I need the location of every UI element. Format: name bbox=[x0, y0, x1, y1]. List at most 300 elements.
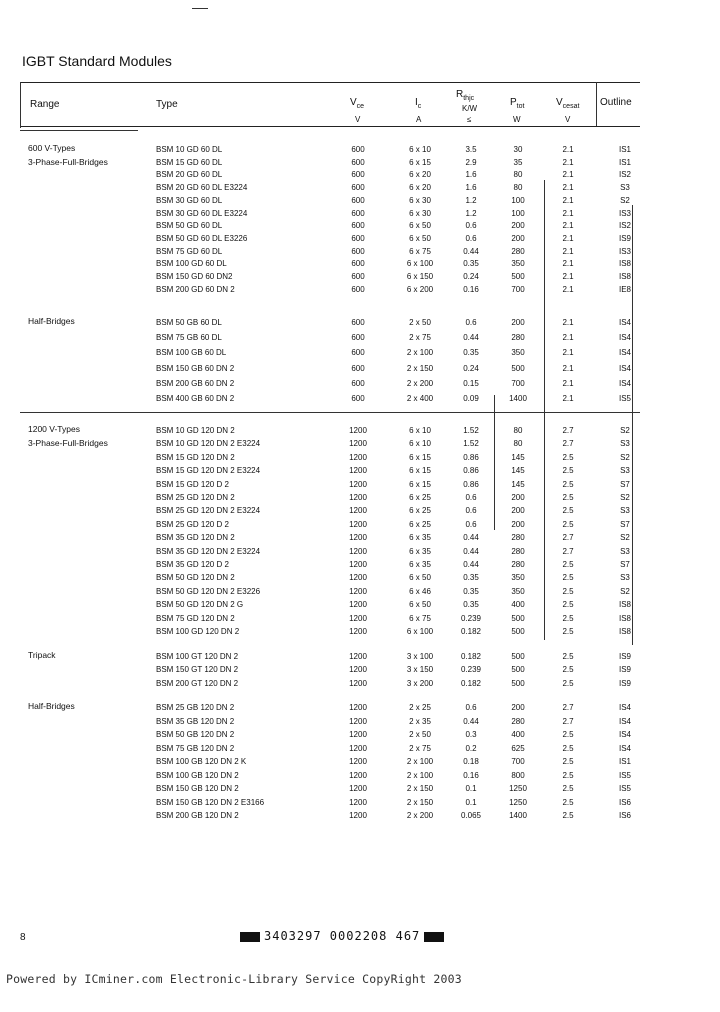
cell-ptot: 280 bbox=[511, 716, 525, 726]
cell-vcesat: 2.5 bbox=[562, 613, 574, 623]
cell-rth: 0.182 bbox=[460, 627, 482, 636]
header-ptot: $P_{tot}$ bbox=[510, 97, 525, 110]
cell-vcesat: 2.5 bbox=[562, 743, 574, 753]
table-top-rule bbox=[20, 82, 640, 83]
cell-ptot: 145 bbox=[511, 466, 525, 476]
cell-ptot: 400 bbox=[511, 730, 525, 740]
cell-rth: 1.52 bbox=[463, 439, 479, 449]
cell-type: BSM 150 GT 120 DN 2 bbox=[156, 665, 239, 675]
cell-vce: 1200 bbox=[349, 770, 367, 780]
cell-vcesat: 2.5 bbox=[562, 784, 574, 794]
cell-ic: 6 x 35 bbox=[409, 533, 431, 543]
cell-ptot: 200 bbox=[511, 703, 525, 712]
cell-outline: IS6 bbox=[618, 797, 631, 807]
cell-vcesat: 2.1 bbox=[562, 208, 574, 218]
cell-outline: IS4 bbox=[618, 378, 631, 388]
cell-outline: IS4 bbox=[618, 333, 631, 343]
cell-ic: 6 x 50 bbox=[409, 573, 431, 583]
cell-ic: 3 x 100 bbox=[406, 652, 434, 661]
cell-vce: 1200 bbox=[349, 678, 367, 688]
cell-rth: 0.1 bbox=[465, 784, 477, 794]
cell-vce: 1200 bbox=[349, 560, 367, 569]
section-rule bbox=[20, 412, 138, 413]
cell-vcesat: 2.1 bbox=[562, 145, 574, 154]
cell-vce: 1200 bbox=[349, 784, 367, 794]
cell-type: BSM 200 GT 120 DN 2 bbox=[156, 678, 239, 688]
cell-vce: 600 bbox=[351, 246, 365, 256]
cell-vce: 1200 bbox=[349, 506, 367, 516]
cell-rth: 0.35 bbox=[463, 259, 479, 269]
cell-outline: IS2 bbox=[618, 170, 631, 180]
cell-type: BSM 100 GB 60 DL bbox=[156, 348, 227, 358]
cell-ptot: 145 bbox=[511, 479, 525, 489]
cell-vcesat: 2.7 bbox=[562, 716, 574, 726]
cell-outline: IS9 bbox=[618, 652, 631, 661]
cell-type: BSM 100 GD 60 DL bbox=[156, 259, 227, 269]
cell-ptot: 145 bbox=[511, 452, 525, 462]
cell-vcesat: 2.1 bbox=[562, 246, 574, 256]
section-rule bbox=[137, 412, 640, 413]
cell-outline: IS4 bbox=[618, 716, 631, 726]
cell-ptot: 500 bbox=[511, 665, 525, 675]
cell-ptot: 80 bbox=[513, 183, 523, 193]
cell-ptot: 280 bbox=[511, 533, 525, 543]
cell-rth: 0.44 bbox=[463, 533, 479, 543]
cell-ic: 6 x 10 bbox=[409, 426, 431, 435]
cell-vcesat: 2.5 bbox=[562, 506, 574, 516]
cell-ic: 2 x 50 bbox=[409, 318, 431, 327]
cell-ptot: 700 bbox=[511, 378, 525, 388]
cell-vce: 600 bbox=[351, 157, 365, 167]
cell-ic: 6 x 15 bbox=[409, 479, 431, 489]
header-ic: $I_c$ bbox=[415, 97, 422, 110]
cell-type: BSM 200 GB 120 DN 2 bbox=[156, 811, 239, 821]
range-label: 600 V-Types bbox=[28, 143, 76, 153]
cell-vce: 1200 bbox=[349, 479, 367, 489]
cell-type: BSM 35 GD 120 D 2 bbox=[156, 560, 229, 569]
cell-vce: 600 bbox=[351, 195, 365, 205]
cell-vce: 1200 bbox=[349, 797, 367, 807]
header-rth: $R_{thjc}$ bbox=[456, 89, 475, 102]
cell-vce: 600 bbox=[351, 208, 365, 218]
cell-type: BSM 30 GD 60 DL E3224 bbox=[156, 208, 248, 218]
header-vcesat-unit: V bbox=[565, 115, 571, 124]
cell-vcesat: 2.5 bbox=[562, 757, 574, 767]
cell-outline: IS4 bbox=[618, 703, 631, 712]
cell-vcesat: 2.1 bbox=[562, 259, 574, 269]
cell-outline: S7 bbox=[620, 479, 630, 489]
cell-outline: S7 bbox=[620, 519, 630, 529]
cell-rth: 0.09 bbox=[463, 394, 479, 403]
cell-ic: 6 x 15 bbox=[409, 452, 431, 462]
cell-outline: IS8 bbox=[618, 259, 631, 269]
cell-vcesat: 2.5 bbox=[562, 519, 574, 529]
cell-vce: 600 bbox=[351, 363, 365, 373]
cell-rth: 0.44 bbox=[463, 716, 479, 726]
cell-vce: 600 bbox=[351, 272, 365, 281]
cell-type: BSM 30 GD 60 DL bbox=[156, 195, 223, 205]
cell-ptot: 80 bbox=[513, 170, 523, 180]
cell-rth: 3.5 bbox=[465, 145, 477, 154]
cell-rth: 0.86 bbox=[463, 466, 479, 476]
cell-type: BSM 10 GD 60 DL bbox=[156, 145, 223, 154]
cell-ptot: 280 bbox=[511, 560, 525, 569]
cell-ptot: 200 bbox=[511, 493, 525, 502]
range-label: Tripack bbox=[28, 650, 56, 660]
cell-ptot: 350 bbox=[511, 259, 525, 269]
cell-ptot: 500 bbox=[511, 627, 525, 636]
cell-ptot: 1400 bbox=[509, 394, 527, 403]
cell-ptot: 35 bbox=[513, 157, 523, 167]
cell-vce: 1200 bbox=[349, 665, 367, 675]
cell-ic: 6 x 75 bbox=[409, 613, 431, 623]
cell-vce: 600 bbox=[351, 233, 365, 243]
cell-ic: 6 x 30 bbox=[409, 195, 431, 205]
cell-rth: 1.6 bbox=[465, 183, 477, 193]
cell-ic: 2 x 100 bbox=[406, 757, 434, 767]
cell-ic: 6 x 10 bbox=[409, 145, 431, 154]
column-divider bbox=[494, 395, 495, 530]
cell-rth: 0.065 bbox=[460, 811, 482, 821]
cell-ptot: 80 bbox=[513, 426, 523, 435]
cell-vcesat: 2.5 bbox=[562, 452, 574, 462]
cell-ic: 6 x 150 bbox=[406, 272, 434, 281]
cell-rth: 0.15 bbox=[463, 378, 479, 388]
cell-outline: IE8 bbox=[618, 284, 631, 294]
cell-ic: 2 x 200 bbox=[406, 378, 434, 388]
cell-type: BSM 75 GB 60 DL bbox=[156, 333, 222, 343]
range-label: 1200 V-Types bbox=[28, 424, 80, 434]
cell-type: BSM 100 GB 120 DN 2 K bbox=[156, 757, 247, 767]
cell-ptot: 500 bbox=[511, 272, 525, 281]
cell-ptot: 100 bbox=[511, 195, 525, 205]
cell-type: BSM 25 GD 120 DN 2 E3224 bbox=[156, 506, 261, 516]
header-vcesat: $V_{cesat}$ bbox=[556, 97, 580, 110]
cell-outline: S2 bbox=[620, 493, 630, 502]
cell-vcesat: 2.7 bbox=[562, 439, 574, 449]
cell-ic: 3 x 200 bbox=[406, 678, 434, 688]
cell-type: BSM 15 GD 120 DN 2 bbox=[156, 452, 235, 462]
cell-vcesat: 2.5 bbox=[562, 479, 574, 489]
cell-vce: 600 bbox=[351, 378, 365, 388]
cell-outline: IS1 bbox=[618, 157, 631, 167]
cell-ptot: 500 bbox=[511, 363, 525, 373]
cell-ptot: 280 bbox=[511, 246, 525, 256]
cell-type: BSM 75 GD 120 DN 2 bbox=[156, 613, 235, 623]
cell-vce: 600 bbox=[351, 333, 365, 343]
cell-rth: 1.52 bbox=[463, 426, 479, 435]
cell-ic: 6 x 15 bbox=[409, 157, 431, 167]
cell-type: BSM 150 GB 60 DN 2 bbox=[156, 363, 235, 373]
cell-ic: 6 x 15 bbox=[409, 466, 431, 476]
cell-type: BSM 400 GB 60 DN 2 bbox=[156, 394, 235, 403]
cell-ic: 2 x 150 bbox=[406, 363, 434, 373]
cell-outline: IS3 bbox=[618, 246, 631, 256]
cell-type: BSM 15 GD 120 DN 2 E3224 bbox=[156, 466, 261, 476]
cell-rth: 2.9 bbox=[465, 157, 477, 167]
cell-type: BSM 10 GD 120 DN 2 bbox=[156, 426, 235, 435]
header-vce-unit: V bbox=[355, 115, 361, 124]
cell-type: BSM 50 GD 120 DN 2 G bbox=[156, 600, 244, 610]
footer-copyright: Powered by ICminer.com Electronic-Library Service CopyRight 2003 bbox=[6, 972, 462, 986]
cell-vce: 1200 bbox=[349, 703, 367, 712]
cell-type: BSM 100 GD 120 DN 2 bbox=[156, 627, 240, 636]
cell-type: BSM 75 GB 120 DN 2 bbox=[156, 743, 235, 753]
header-vce: $V_{ce}$ bbox=[350, 97, 365, 110]
cell-vce: 1200 bbox=[349, 811, 367, 821]
cell-outline: S3 bbox=[620, 439, 630, 449]
cell-vcesat: 2.5 bbox=[562, 560, 574, 569]
cell-vcesat: 2.7 bbox=[562, 703, 574, 712]
cell-ic: 6 x 200 bbox=[406, 284, 434, 294]
cell-ic: 2 x 400 bbox=[406, 394, 434, 403]
cell-vce: 1200 bbox=[349, 743, 367, 753]
cell-vce: 1200 bbox=[349, 730, 367, 740]
cell-rth: 0.6 bbox=[465, 506, 477, 516]
cell-rth: 0.6 bbox=[465, 493, 477, 502]
cell-ic: 6 x 25 bbox=[409, 506, 431, 516]
cell-type: BSM 50 GD 60 DL bbox=[156, 221, 223, 231]
cell-vcesat: 2.1 bbox=[562, 348, 574, 358]
cell-type: BSM 15 GD 60 DL bbox=[156, 157, 223, 167]
cell-ic: 6 x 100 bbox=[406, 259, 434, 269]
cell-rth: 0.35 bbox=[463, 586, 479, 596]
cell-type: BSM 20 GD 60 DL bbox=[156, 170, 223, 180]
cell-ic: 6 x 50 bbox=[409, 233, 431, 243]
cell-ptot: 200 bbox=[511, 506, 525, 516]
cell-vcesat: 2.5 bbox=[562, 665, 574, 675]
cell-rth: 0.16 bbox=[463, 284, 479, 294]
cell-ic: 6 x 25 bbox=[409, 493, 431, 502]
cell-rth: 0.24 bbox=[463, 272, 479, 281]
cell-ptot: 1250 bbox=[509, 784, 527, 794]
cell-rth: 0.2 bbox=[465, 743, 477, 753]
cell-rth: 0.182 bbox=[460, 678, 482, 688]
barcode: 3403297 0002208 467 bbox=[236, 929, 448, 943]
cell-vcesat: 2.5 bbox=[562, 678, 574, 688]
cell-type: BSM 150 GD 60 DN2 bbox=[156, 272, 233, 281]
cell-vcesat: 2.1 bbox=[562, 318, 574, 327]
cell-ptot: 350 bbox=[511, 348, 525, 358]
cell-vce: 1200 bbox=[349, 652, 367, 661]
cell-outline: IS1 bbox=[618, 757, 631, 767]
scan-mark bbox=[192, 8, 208, 9]
cell-ptot: 100 bbox=[511, 208, 525, 218]
cell-rth: 1.6 bbox=[465, 170, 477, 180]
cell-outline: IS4 bbox=[618, 348, 631, 358]
cell-outline: IS4 bbox=[618, 743, 631, 753]
cell-ptot: 200 bbox=[511, 233, 525, 243]
cell-outline: S2 bbox=[620, 452, 630, 462]
cell-rth: 0.44 bbox=[463, 546, 479, 556]
cell-rth: 0.1 bbox=[465, 797, 477, 807]
cell-rth: 0.35 bbox=[463, 348, 479, 358]
cell-type: BSM 25 GD 120 DN 2 bbox=[156, 493, 235, 502]
cell-rth: 0.6 bbox=[465, 519, 477, 529]
cell-ic: 2 x 75 bbox=[409, 333, 431, 343]
range-label: Half-Bridges bbox=[28, 316, 75, 326]
cell-outline: S3 bbox=[620, 573, 630, 583]
header-ic-unit: A bbox=[416, 115, 422, 124]
cell-ic: 6 x 75 bbox=[409, 246, 431, 256]
cell-vce: 1200 bbox=[349, 466, 367, 476]
cell-type: BSM 50 GD 120 DN 2 E3226 bbox=[156, 586, 261, 596]
table-left-edge bbox=[20, 82, 21, 128]
cell-outline: S2 bbox=[620, 195, 630, 205]
cell-vce: 1200 bbox=[349, 627, 367, 636]
cell-ptot: 1400 bbox=[509, 811, 527, 821]
outline-col-divider bbox=[596, 82, 597, 126]
header-outline: Outline bbox=[600, 97, 632, 108]
cell-ic: 6 x 10 bbox=[409, 439, 431, 449]
cell-vce: 600 bbox=[351, 318, 365, 327]
cell-ic: 2 x 50 bbox=[409, 730, 431, 740]
cell-vcesat: 2.5 bbox=[562, 811, 574, 821]
cell-vce: 600 bbox=[351, 183, 365, 193]
cell-rth: 0.16 bbox=[463, 770, 479, 780]
header-rule bbox=[20, 126, 640, 127]
cell-ptot: 500 bbox=[511, 613, 525, 623]
range-label: 3-Phase-Full-Bridges bbox=[28, 438, 108, 448]
cell-outline: IS4 bbox=[618, 363, 631, 373]
cell-ic: 6 x 30 bbox=[409, 208, 431, 218]
header-rth-leq: ≤ bbox=[467, 115, 472, 124]
cell-type: BSM 50 GB 120 DN 2 bbox=[156, 730, 235, 740]
cell-type: BSM 200 GD 60 DN 2 bbox=[156, 284, 235, 294]
cell-rth: 0.239 bbox=[460, 665, 482, 675]
cell-vce: 600 bbox=[351, 394, 365, 403]
cell-outline: IS8 bbox=[618, 613, 631, 623]
cell-ic: 6 x 50 bbox=[409, 600, 431, 610]
page-number: 8 bbox=[20, 932, 26, 943]
cell-ptot: 500 bbox=[511, 652, 525, 661]
cell-outline: IS9 bbox=[618, 233, 631, 243]
cell-rth: 0.239 bbox=[460, 613, 482, 623]
cell-type: BSM 35 GB 120 DN 2 bbox=[156, 716, 235, 726]
cell-vcesat: 2.1 bbox=[562, 221, 574, 231]
cell-vce: 600 bbox=[351, 348, 365, 358]
cell-vcesat: 2.7 bbox=[562, 426, 574, 435]
cell-ptot: 200 bbox=[511, 519, 525, 529]
cell-ptot: 700 bbox=[511, 284, 525, 294]
cell-ptot: 280 bbox=[511, 546, 525, 556]
cell-vcesat: 2.1 bbox=[562, 284, 574, 294]
cell-outline: IS8 bbox=[618, 627, 631, 636]
cell-rth: 0.44 bbox=[463, 333, 479, 343]
cell-vce: 1200 bbox=[349, 716, 367, 726]
cell-ptot: 200 bbox=[511, 318, 525, 327]
cell-vce: 600 bbox=[351, 221, 365, 231]
cell-vcesat: 2.5 bbox=[562, 573, 574, 583]
cell-outline: S7 bbox=[620, 560, 630, 569]
cell-ic: 2 x 150 bbox=[406, 784, 434, 794]
cell-outline: S3 bbox=[620, 466, 630, 476]
cell-outline: S2 bbox=[620, 586, 630, 596]
cell-vcesat: 2.1 bbox=[562, 195, 574, 205]
header-range: Range bbox=[30, 99, 60, 110]
cell-outline: IS2 bbox=[618, 221, 631, 231]
cell-type: BSM 20 GD 60 DL E3224 bbox=[156, 183, 248, 193]
cell-vcesat: 2.5 bbox=[562, 466, 574, 476]
cell-vce: 1200 bbox=[349, 613, 367, 623]
cell-vce: 1200 bbox=[349, 757, 367, 767]
cell-rth: 0.6 bbox=[465, 233, 477, 243]
cell-vce: 600 bbox=[351, 145, 365, 154]
cell-vcesat: 2.1 bbox=[562, 170, 574, 180]
cell-rth: 0.35 bbox=[463, 573, 479, 583]
cell-rth: 0.3 bbox=[465, 730, 477, 740]
cell-type: BSM 200 GB 60 DN 2 bbox=[156, 378, 235, 388]
cell-rth: 0.18 bbox=[463, 757, 479, 767]
cell-ic: 6 x 46 bbox=[409, 586, 431, 596]
cell-ptot: 30 bbox=[513, 145, 523, 154]
cell-outline: IS1 bbox=[618, 145, 631, 154]
cell-vce: 1200 bbox=[349, 600, 367, 610]
range-label: 3-Phase-Full-Bridges bbox=[28, 157, 108, 167]
cell-vcesat: 2.1 bbox=[562, 378, 574, 388]
cell-ptot: 200 bbox=[511, 221, 525, 231]
cell-vce: 1200 bbox=[349, 586, 367, 596]
cell-rth: 0.35 bbox=[463, 600, 479, 610]
cell-vcesat: 2.1 bbox=[562, 394, 574, 403]
cell-vcesat: 2.5 bbox=[562, 586, 574, 596]
cell-ic: 6 x 35 bbox=[409, 560, 431, 569]
page-title: IGBT Standard Modules bbox=[22, 53, 172, 69]
cell-outline: IS3 bbox=[618, 208, 631, 218]
cell-vcesat: 2.1 bbox=[562, 183, 574, 193]
cell-type: BSM 15 GD 120 D 2 bbox=[156, 479, 229, 489]
cell-vce: 600 bbox=[351, 170, 365, 180]
cell-rth: 0.6 bbox=[465, 703, 477, 712]
cell-rth: 0.6 bbox=[465, 318, 477, 327]
cell-ptot: 700 bbox=[511, 757, 525, 767]
cell-ptot: 800 bbox=[511, 770, 525, 780]
cell-vce: 1200 bbox=[349, 573, 367, 583]
cell-outline: S2 bbox=[620, 533, 630, 543]
cell-type: BSM 50 GB 60 DL bbox=[156, 318, 222, 327]
cell-vcesat: 2.5 bbox=[562, 730, 574, 740]
range-label: Half-Bridges bbox=[28, 701, 75, 711]
cell-rth: 0.6 bbox=[465, 221, 477, 231]
cell-vce: 600 bbox=[351, 284, 365, 294]
cell-rth: 0.86 bbox=[463, 479, 479, 489]
cell-type: BSM 50 GD 60 DL E3226 bbox=[156, 233, 248, 243]
cell-ic: 6 x 35 bbox=[409, 546, 431, 556]
cell-vcesat: 2.1 bbox=[562, 157, 574, 167]
cell-type: BSM 100 GT 120 DN 2 bbox=[156, 652, 239, 661]
cell-rth: 0.44 bbox=[463, 560, 479, 569]
header-ptot-unit: W bbox=[513, 115, 521, 124]
cell-vcesat: 2.5 bbox=[562, 493, 574, 502]
cell-rth: 1.2 bbox=[465, 208, 477, 218]
cell-vcesat: 2.5 bbox=[562, 627, 574, 636]
cell-vce: 1200 bbox=[349, 519, 367, 529]
cell-outline: IS4 bbox=[618, 730, 631, 740]
cell-rth: 0.182 bbox=[460, 652, 482, 661]
cell-vce: 1200 bbox=[349, 452, 367, 462]
cell-ptot: 80 bbox=[513, 439, 523, 449]
cell-vce: 600 bbox=[351, 259, 365, 269]
cell-vcesat: 2.1 bbox=[562, 233, 574, 243]
cell-vcesat: 2.1 bbox=[562, 363, 574, 373]
cell-vcesat: 2.1 bbox=[562, 333, 574, 343]
cell-rth: 0.86 bbox=[463, 452, 479, 462]
cell-ic: 2 x 150 bbox=[406, 797, 434, 807]
cell-type: BSM 100 GB 120 DN 2 bbox=[156, 770, 239, 780]
cell-ptot: 350 bbox=[511, 586, 525, 596]
cell-rth: 1.2 bbox=[465, 195, 477, 205]
cell-vce: 1200 bbox=[349, 426, 367, 435]
